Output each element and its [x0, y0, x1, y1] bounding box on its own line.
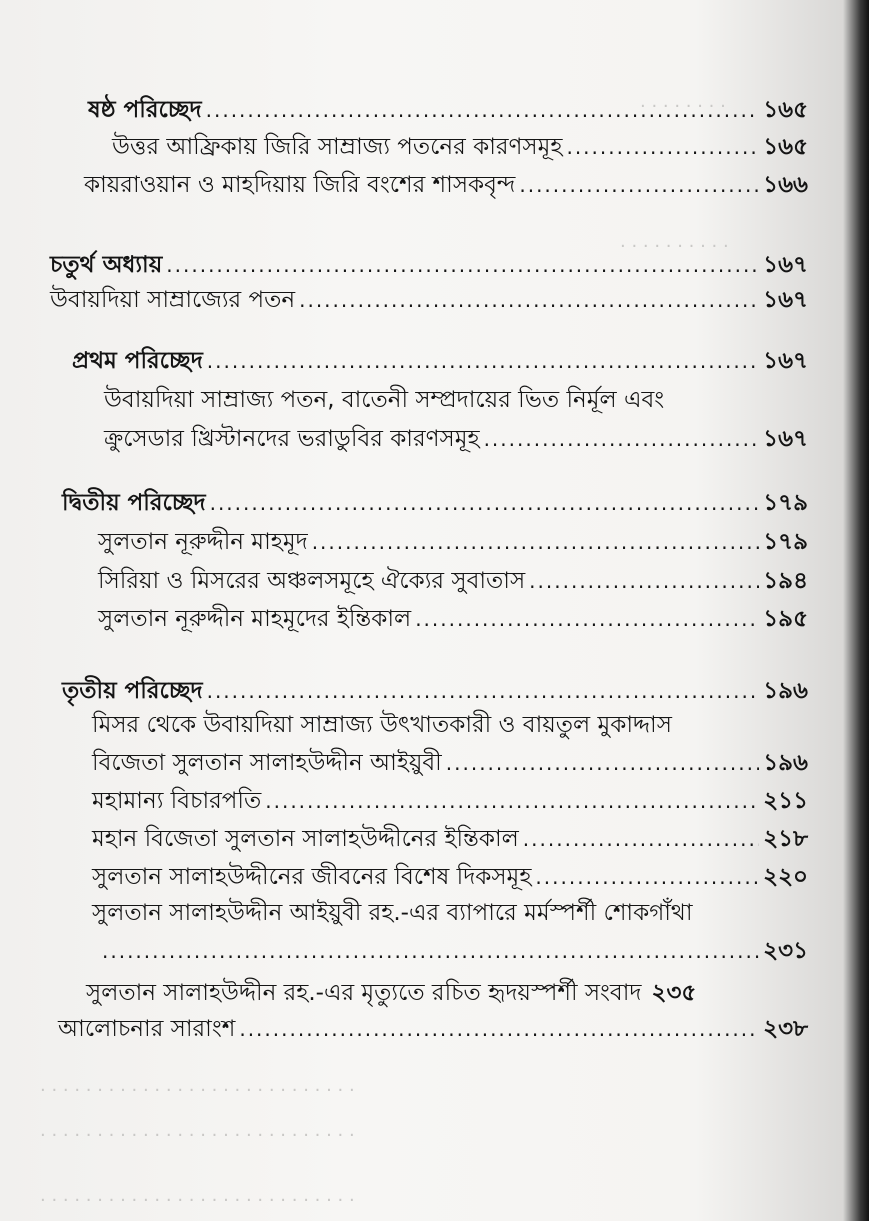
toc-title: তৃতীয় পরিচ্ছেদ — [62, 678, 203, 704]
toc-entry — [98, 936, 808, 966]
toc-page-number: ১৬৭ — [763, 348, 808, 374]
toc-entry-section-2 — [62, 488, 808, 518]
toc-page-number: ২৩৫ — [651, 980, 697, 1006]
toc-title: ষষ্ঠ পরিচ্ছেদ — [88, 97, 202, 123]
toc-title: প্রথম পরিচ্ছেদ — [72, 348, 203, 374]
toc-entry — [104, 424, 808, 454]
toc-leader-dots — [523, 824, 759, 854]
toc-entry-section-1 — [72, 346, 808, 376]
toc-title: আলোচনার সারাংশ — [58, 1016, 236, 1042]
toc-leader-dots — [519, 170, 759, 200]
toc-leader-dots — [210, 488, 760, 518]
toc-entry — [112, 132, 808, 162]
toc-leader-dots — [566, 132, 759, 162]
toc-title: মহামান্য বিচারপতি — [92, 788, 262, 814]
toc-leader-dots — [102, 936, 759, 966]
toc-entry — [92, 824, 808, 854]
toc-page-number: ১৬৭ — [763, 287, 808, 313]
toc-title: ক্রুসেডার খ্রিস্টানদের ভরাডুবির কারণসমূহ — [104, 426, 480, 452]
toc-page-number: ১৭৯ — [763, 490, 808, 516]
bleed-through-text: · · · · · · · · · · — [620, 236, 729, 257]
toc-entry — [58, 1014, 808, 1044]
toc-leader-dots — [446, 748, 759, 778]
toc-entry — [98, 527, 808, 557]
toc-page-number: ১৯৬ — [763, 678, 808, 704]
toc-page-number: ২১৮ — [763, 826, 808, 852]
toc-entry — [84, 170, 808, 200]
toc-entry — [98, 566, 808, 596]
toc-title: সুলতান সালাহউদ্দীন রহ.-এর মৃত্যুতে রচিত হৃদয়স্পর্শী সংবাদ — [86, 980, 642, 1006]
toc-page-number: ১৭৯ — [763, 529, 808, 555]
toc-title: সুলতান নূরুদ্দীন মাহমূদ — [98, 529, 308, 555]
toc-leader-dots — [529, 566, 759, 596]
toc-leader-dots — [312, 527, 759, 557]
toc-leader-dots — [535, 862, 759, 892]
toc-leader-dots — [265, 786, 759, 816]
toc-page-number: ১৬৫ — [763, 97, 808, 123]
toc-title: সুলতান সালাহউদ্দীনের জীবনের বিশেষ দিকসমূহ — [92, 864, 532, 890]
toc-page-number: ২৩৮ — [763, 1016, 808, 1042]
toc-title: কায়রাওয়ান ও মাহদিয়ায় জিরি বংশের শাসকবৃন্দ — [84, 172, 516, 198]
toc-entry-chapter-4 — [50, 250, 808, 280]
toc-title: সুলতান নূরুদ্দীন মাহমূদের ইন্তিকাল — [98, 606, 412, 632]
toc-entry-line1: সুলতান সালাহউদ্দীন আইয়ুবী রহ.-এর ব্যাপারে মর্মস্পর্শী শোকগাঁথা — [92, 900, 693, 926]
toc-leader-dots — [206, 95, 760, 125]
toc-title: চতুর্থ অধ্যায় — [50, 252, 163, 278]
toc-title: সিরিয়া ও মিসরের অঞ্চলসমূহে ঐক্যের সুবাতাস — [98, 568, 526, 594]
bleed-through-text: · · · · · · · · · · · · · · · · · · · · · · · · · · · · — [40, 1125, 355, 1146]
toc-entry-line1: উবায়দিয়া সাম্রাজ্য পতন, বাতেনী সম্প্রদায়ের ভিত নির্মূল এবং — [104, 387, 665, 413]
toc-page-number: ১৯৬ — [763, 750, 808, 776]
toc-leader-dots — [239, 1014, 759, 1044]
toc-leader-dots — [415, 604, 759, 634]
toc-title: বিজেতা সুলতান সালাহউদ্দীন আইয়ুবী — [92, 750, 442, 776]
toc-entry — [50, 285, 808, 315]
toc-entry-section-3 — [62, 676, 808, 706]
toc-entry — [92, 748, 808, 778]
bleed-through-text: · · · · · · · · · · · · · · · · · · · · · · · · · · · · — [40, 1190, 355, 1211]
toc-leader-dots — [484, 424, 760, 454]
toc-entry — [92, 862, 808, 892]
toc-page-number: ১৬৬ — [763, 172, 808, 198]
toc-entry-line1: মিসর থেকে উবায়দিয়া সাম্রাজ্য উৎখাতকারী ও বায়তুল মুকাদ্দাস — [92, 712, 672, 738]
toc-leader-dots — [299, 285, 759, 315]
bleed-through-text: · · · · · · · · — [640, 96, 726, 117]
toc-leader-dots — [207, 676, 760, 706]
bleed-through-text: · · · · · · · · · · · · · · · · · · · · · · · · · · · · — [40, 1080, 355, 1101]
toc-title: মহান বিজেতা সুলতান সালাহউদ্দীনের ইন্তিকাল — [92, 826, 519, 852]
toc-page-number: ১৯৪ — [763, 568, 808, 594]
toc-entry — [98, 604, 808, 634]
toc-page-number: ১৬৭ — [763, 252, 808, 278]
toc-leader-dots — [207, 346, 759, 376]
toc-entry — [92, 786, 808, 816]
toc-entry-chapter-section-6 — [88, 95, 808, 125]
toc-leader-dots — [166, 250, 759, 280]
toc-page-number: ১৬৭ — [763, 426, 808, 452]
toc-title: উত্তর আফ্রিকায় জিরি সাম্রাজ্য পতনের কারণসমূহ — [112, 134, 563, 160]
toc-page-number: ২১১ — [763, 788, 808, 814]
toc-page-number: ১৬৫ — [763, 134, 808, 160]
toc-title: দ্বিতীয় পরিচ্ছেদ — [62, 490, 206, 516]
toc-title: উবায়দিয়া সাম্রাজ্যের পতন — [50, 287, 296, 313]
toc-page-number: ১৯৫ — [763, 606, 808, 632]
toc-page-number: ২২০ — [763, 864, 808, 890]
toc-entry — [86, 978, 808, 1008]
toc-page-number: ২৩১ — [763, 938, 808, 964]
